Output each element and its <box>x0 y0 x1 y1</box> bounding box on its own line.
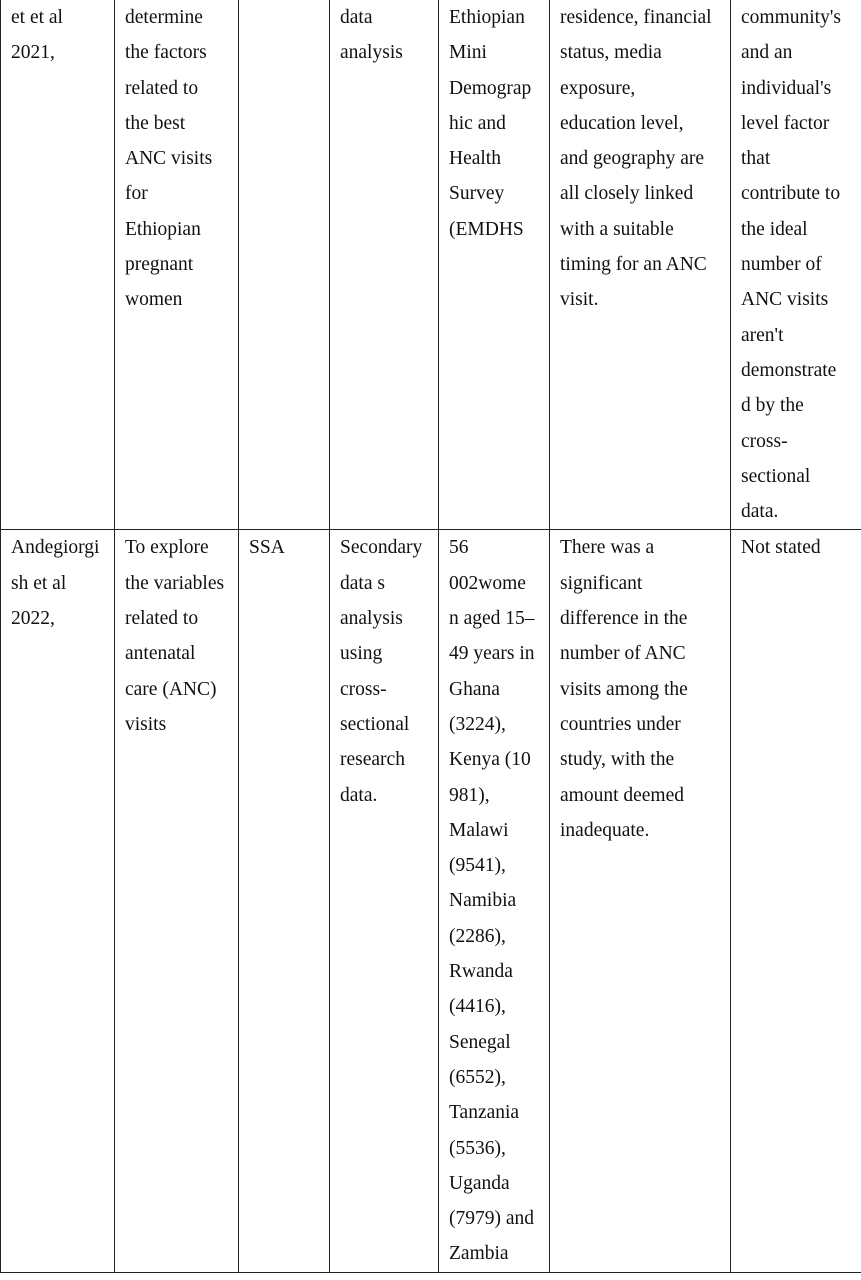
sample-cell <box>439 0 550 530</box>
cell-text-line: women <box>125 289 183 311</box>
cell-text-line: d by the <box>741 395 804 417</box>
design-cell <box>330 0 439 530</box>
cell-text-line: that <box>741 148 771 170</box>
cell-text-line: analysis <box>340 608 403 630</box>
setting-cell <box>239 530 330 1273</box>
cell-text-line: Malawi <box>449 819 509 841</box>
cell-text-line: determine <box>125 7 203 28</box>
cell-text-line: Senegal <box>449 1031 511 1053</box>
cell-text-line: et et al <box>11 7 63 28</box>
cell-text-line: sh et al <box>11 572 67 594</box>
cell-text-line: pregnant <box>125 254 194 276</box>
cell-text-line: 56 <box>449 537 469 559</box>
cell-text-line: Mini <box>449 42 487 64</box>
limitations-cell <box>731 0 861 530</box>
cell-text-line: and geography are <box>560 148 705 170</box>
setting-cell <box>239 0 330 530</box>
cell-text-line: aren't <box>741 324 784 346</box>
objective-cell <box>115 0 239 530</box>
cell-text-line: sectional <box>340 713 410 735</box>
cell-text-line: study, with the <box>560 749 675 771</box>
cell-text-line: the best <box>125 112 186 134</box>
cell-text-line: inadequate. <box>560 819 650 841</box>
cell-text-line: Kenya (10 <box>449 749 531 771</box>
cell-text-line: antenatal <box>125 643 196 665</box>
design-cell <box>330 530 439 1273</box>
cell-text-line: timing for an ANC <box>560 254 707 276</box>
cell-text-line: data. <box>340 784 378 806</box>
findings-cell <box>550 0 731 530</box>
cell-text-line: Ethiopian <box>449 7 525 28</box>
cell-text-line: residence, financial <box>560 7 712 28</box>
cell-text-line: amount deemed <box>560 784 684 806</box>
cell-text-line: demonstrate <box>741 359 837 381</box>
cell-text-line: Ghana <box>449 678 500 700</box>
cell-text-line: (7979) and <box>449 1208 535 1230</box>
cell-text-line: data. <box>741 501 779 523</box>
cell-text-line: and an <box>741 42 793 64</box>
cell-text-line: for <box>125 183 148 205</box>
cell-text-line: difference in the <box>560 608 688 630</box>
cell-text-line: number of <box>741 254 822 276</box>
cell-text-line: Health <box>449 148 501 170</box>
cell-text-line: countries under <box>560 713 681 735</box>
cell-text-line: all closely linked <box>560 183 694 205</box>
cell-text-line: n aged 15– <box>449 608 535 630</box>
cell-text-line: (9541), <box>449 855 506 877</box>
cell-text-line: Not stated <box>741 537 821 559</box>
cell-text-line: cross- <box>741 430 788 452</box>
cell-text-line: (5536), <box>449 1137 506 1159</box>
cell-text-line: ANC visits <box>125 148 213 170</box>
cell-text-line: (6552), <box>449 1066 506 1088</box>
table-row <box>1 530 861 1273</box>
cell-text-line: visits <box>125 713 167 735</box>
cell-text-line: with a suitable <box>560 218 674 240</box>
cell-text-line: (2286), <box>449 925 506 947</box>
cell-text-line: (4416), <box>449 996 506 1018</box>
cell-text-line: Namibia <box>449 890 517 912</box>
cell-text-line: 002wome <box>449 572 526 594</box>
cell-text-line: 49 years in <box>449 643 535 665</box>
cell-text-line: hic and <box>449 112 506 134</box>
author-cell <box>1 530 115 1273</box>
sample-cell <box>439 530 550 1273</box>
cell-text-line: visits among the <box>560 678 688 700</box>
cell-text-line: care (ANC) <box>125 678 217 700</box>
cell-text-line: status, media <box>560 42 662 64</box>
objective-cell <box>115 530 239 1273</box>
cell-text-line: Tanzania <box>449 1102 520 1124</box>
cell-text-line: number of ANC <box>560 643 686 665</box>
cell-text-line: 2022, <box>11 608 55 630</box>
cell-text-line: analysis <box>340 42 403 64</box>
cell-text-line: using <box>340 643 383 665</box>
cell-text-line: data s <box>340 572 385 594</box>
cell-text-line: the variables <box>125 572 225 594</box>
cell-text-line: Secondary <box>340 537 423 559</box>
cell-text-line: data <box>340 7 373 28</box>
cell-text-line: Uganda <box>449 1172 510 1194</box>
cell-text-line: the ideal <box>741 218 808 240</box>
cell-text-line: ANC visits <box>741 289 829 311</box>
cell-text-line: the factors <box>125 42 207 64</box>
cell-text-line: (EMDHS <box>449 218 524 240</box>
cell-text-line: Zambia <box>449 1243 509 1265</box>
cell-text-line: Survey <box>449 183 505 205</box>
cell-text-line: Ethiopian <box>125 218 201 240</box>
cell-text-line: related to <box>125 77 199 99</box>
cell-text-line: exposure, <box>560 77 636 99</box>
cell-text-line: 2021, <box>11 42 55 64</box>
cell-text-line: SSA <box>249 537 285 559</box>
cell-text-line: community's <box>741 7 841 28</box>
cell-text-line: Andegiorgi <box>11 537 100 559</box>
cell-text-line: To explore <box>125 537 209 559</box>
cell-text-line: significant <box>560 572 643 594</box>
cell-text-line: education level, <box>560 112 684 134</box>
cell-text-line: research <box>340 749 405 771</box>
cell-text-line: Demograp <box>449 77 532 99</box>
cell-text-line: individual's <box>741 77 832 99</box>
cell-text-line: cross- <box>340 678 387 700</box>
author-cell <box>1 0 115 530</box>
table-row <box>1 0 861 530</box>
cell-text-line: sectional <box>741 465 811 487</box>
cell-text-line: related to <box>125 608 199 630</box>
findings-cell <box>550 530 731 1273</box>
cell-text-line: Rwanda <box>449 961 513 983</box>
cell-text-line: contribute to <box>741 183 841 205</box>
cell-text-line: level factor <box>741 112 830 134</box>
cell-text-line: visit. <box>560 289 599 311</box>
cell-text-line: There was a <box>560 537 655 559</box>
limitations-cell <box>731 530 861 1273</box>
cell-text-line: 981), <box>449 784 490 806</box>
cell-text-line: (3224), <box>449 713 506 735</box>
